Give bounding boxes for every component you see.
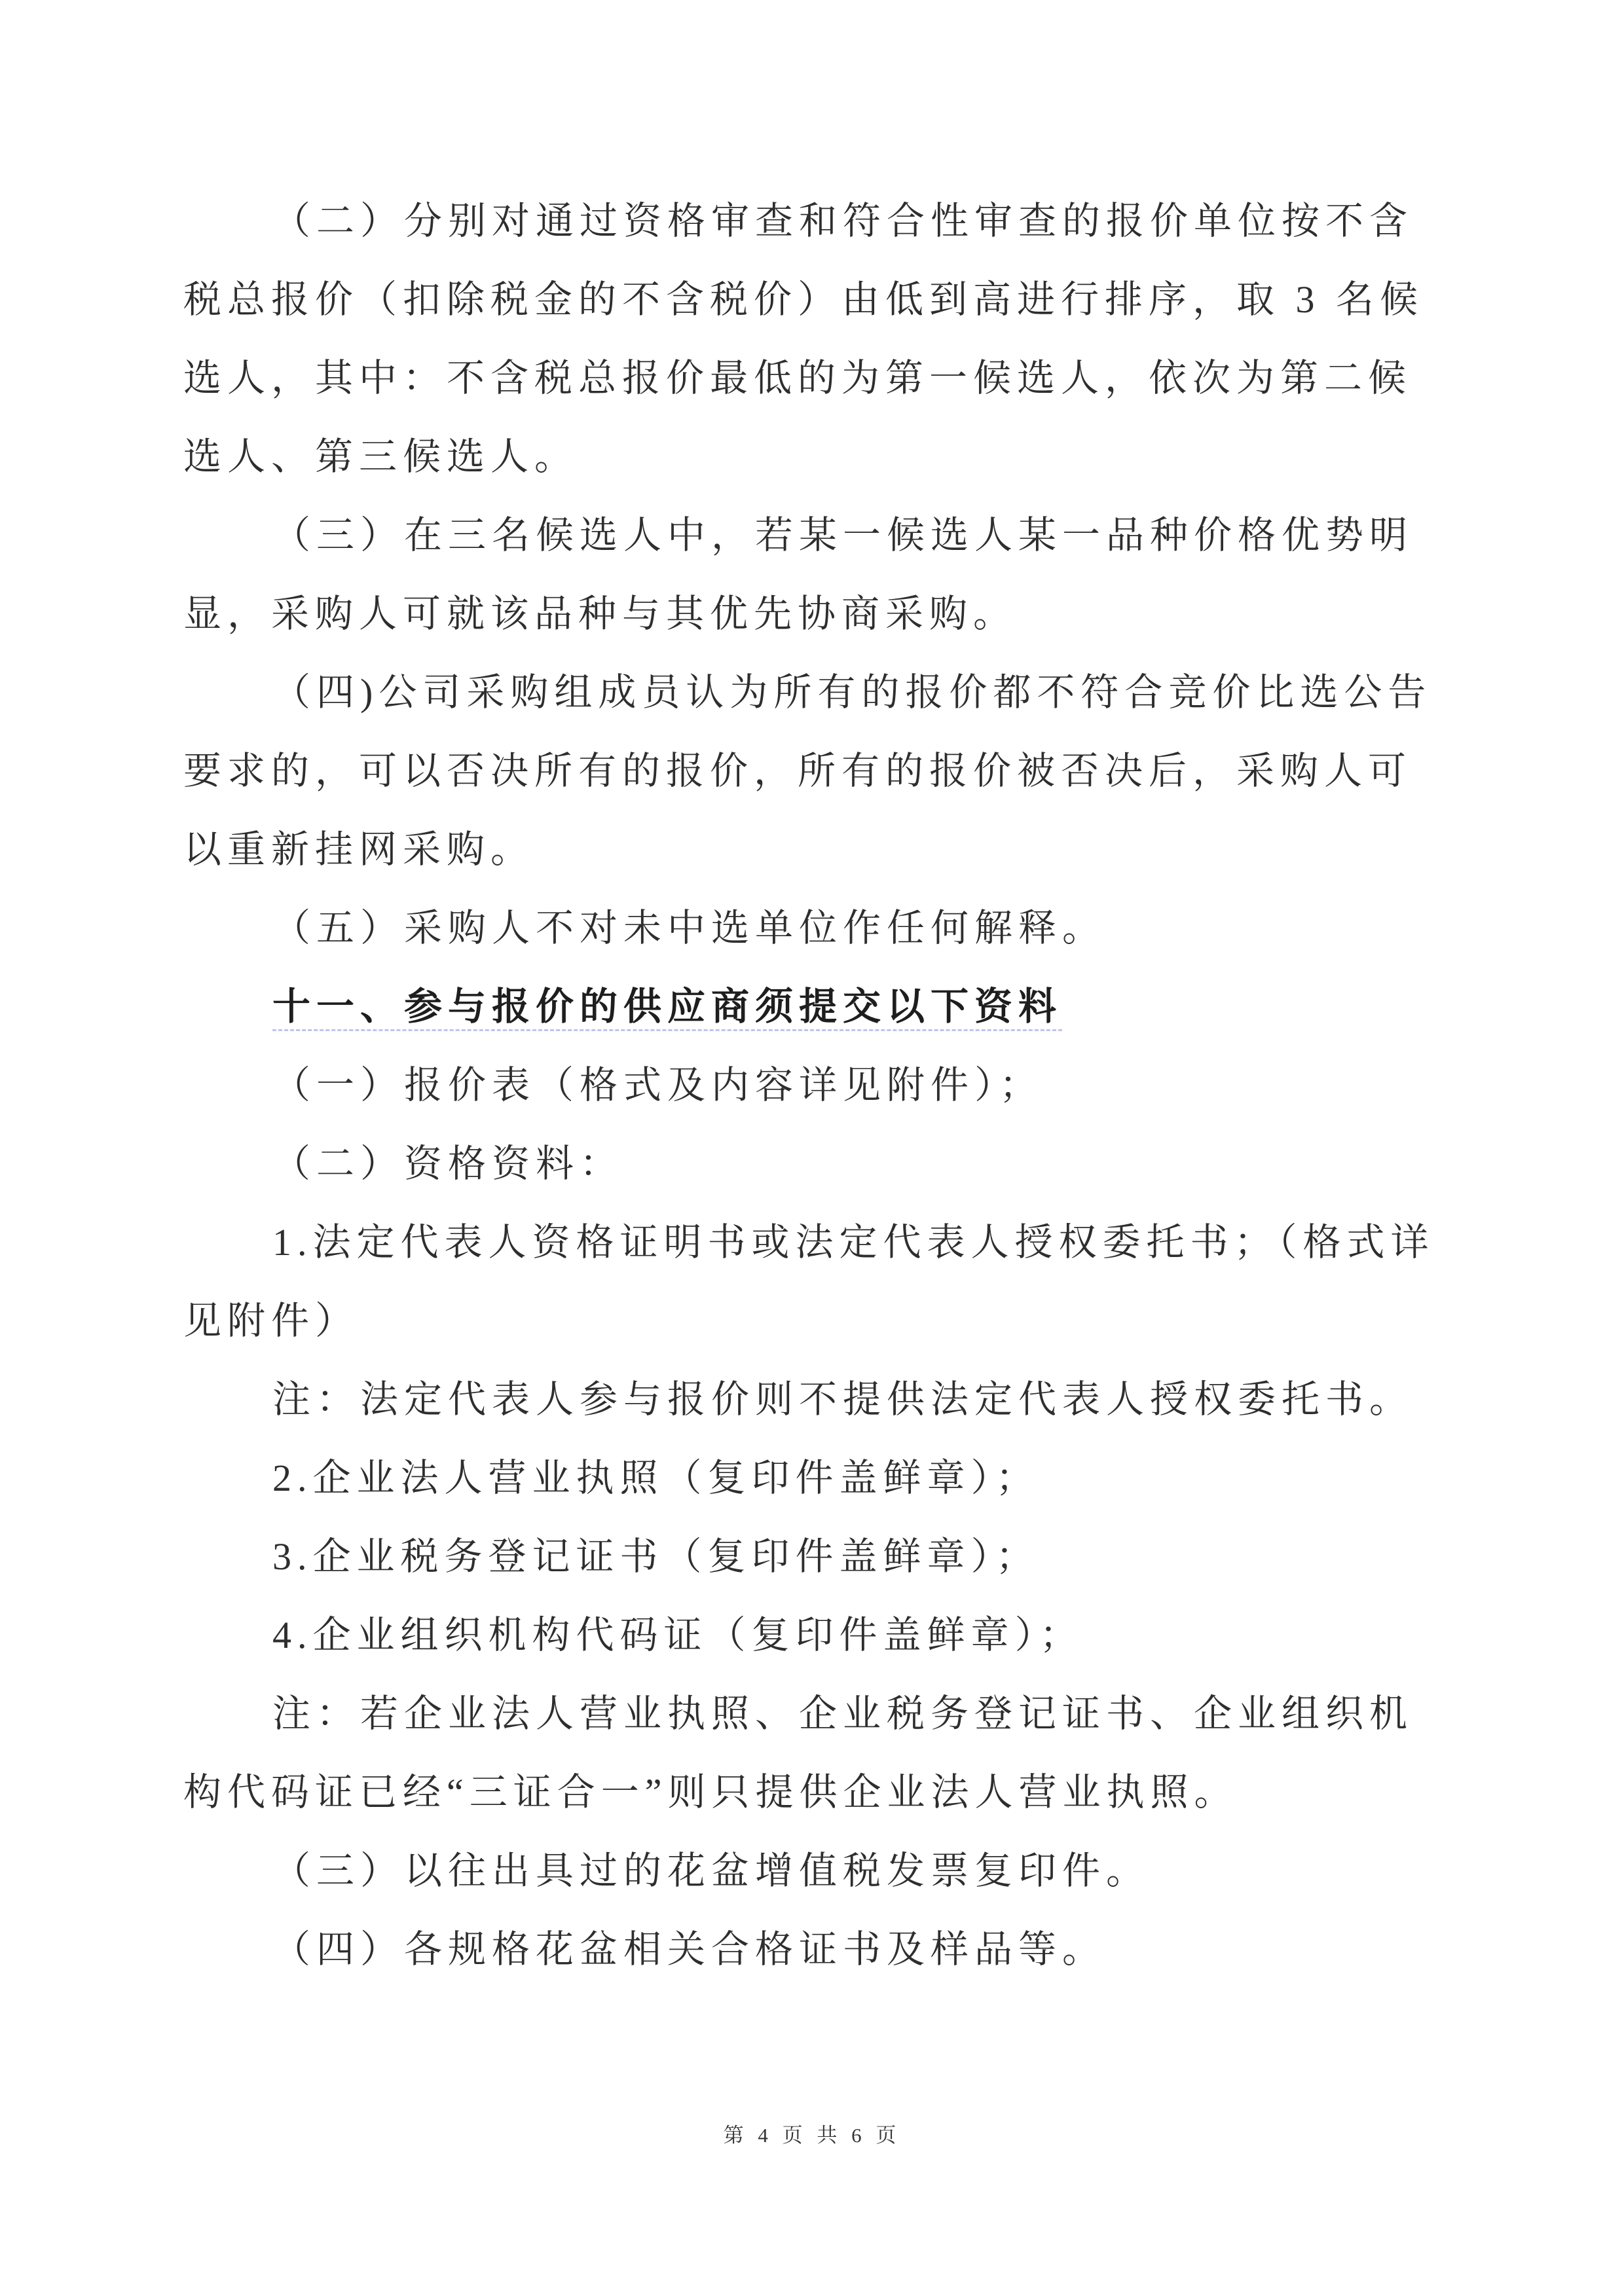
doc-line-13: （二）资格资料： <box>272 1142 624 1185</box>
section-heading-11 <box>183 968 1454 1046</box>
doc-line-4: 选人、第三候选人。 <box>183 435 579 478</box>
doc-line-3: 选人，其中：不含税总报价最低的为第一候选人，依次为第二候 <box>183 357 1412 399</box>
doc-line-7: （四)公司采购组成员认为所有的报价都不符合竞价比选公告 <box>272 671 1432 714</box>
doc-line-15: 见附件） <box>183 1300 360 1342</box>
doc-line-23: （四）各规格花盆相关合格证书及样品等。 <box>272 1928 1107 1971</box>
doc-line-10: （五）采购人不对未中选单位作任何解释。 <box>272 907 1107 949</box>
doc-line-20: 注：若企业法人营业执照、企业税务登记证书、企业组织机 <box>272 1692 1414 1735</box>
doc-line-12: （一）报价表（格式及内容详见附件）； <box>272 1064 1044 1106</box>
doc-line-16: 注：法定代表人参与报价则不提供法定代表人授权委托书。 <box>272 1378 1414 1421</box>
doc-line-17: 2.企业法人营业执照（复印件盖鲜章）； <box>272 1457 1040 1499</box>
page-number-footer: 第 4 页 共 6 页 <box>723 2124 901 2147</box>
doc-line-19: 4.企业组织机构代码证（复印件盖鲜章）； <box>272 1614 1084 1656</box>
section-heading-text: 十一、参与报价的供应商须提交以下资料 <box>272 985 1062 1031</box>
doc-line-5: （三）在三名候选人中，若某一候选人某一品种价格优势明 <box>272 514 1414 556</box>
doc-line-2: 税总报价（扣除税金的不含税价）由低到高进行排序，取 3 名候 <box>183 278 1424 321</box>
document-body <box>183 182 1454 1989</box>
doc-line-18: 3.企业税务登记证书（复印件盖鲜章）； <box>272 1535 1040 1578</box>
doc-line-9: 以重新挂网采购。 <box>183 828 535 871</box>
doc-line-8: 要求的，可以否决所有的报价，所有的报价被否决后，采购人可 <box>183 750 1412 792</box>
doc-line-1: （二）分别对通过资格审查和符合性审查的报价单位按不含 <box>272 200 1414 242</box>
doc-line-22: （三）以往出具过的花盆增值税发票复印件。 <box>272 1850 1151 1892</box>
doc-line-6: 显，采购人可就该品种与其优先协商采购。 <box>183 592 1018 635</box>
doc-line-14: 1.法定代表人资格证明书或法定代表人授权委托书；（格式详 <box>272 1221 1435 1264</box>
doc-line-21: 构代码证已经“三证合一”则只提供企业法人营业执照。 <box>183 1771 1238 1813</box>
